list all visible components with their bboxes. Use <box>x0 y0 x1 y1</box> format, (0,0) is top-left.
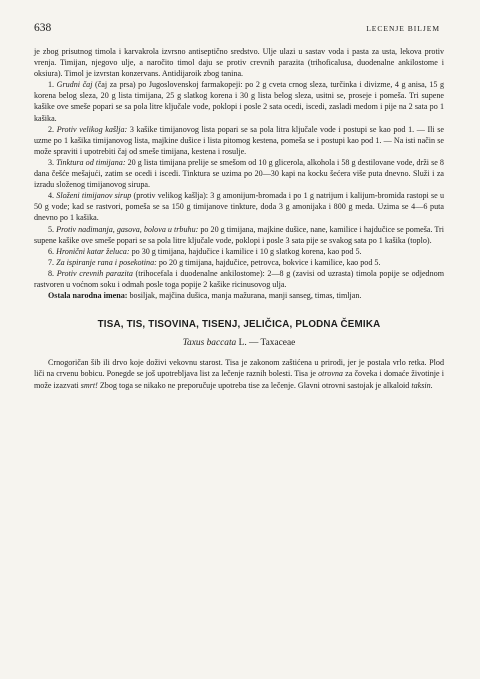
recipe-body: po 20 g timijana, hajdučice, petrovca, bokvice i kamilice, kao pod 5. <box>156 257 381 267</box>
recipe-number: 6. <box>48 246 55 256</box>
recipe-title: Grudni čaj <box>56 80 93 90</box>
running-head: LECENJE BILJEM <box>366 24 440 33</box>
recipe-number: 3. <box>48 157 55 167</box>
section-text-part: za čoveka i domaće životinje i može izazvati <box>34 369 444 390</box>
recipe-number: 7. <box>48 257 55 267</box>
section-title: TISA, TIS, TISOVINA, TISENJ, JELIČICA, PLODNA ČEMIKA <box>97 319 381 331</box>
recipe-title: Tinktura od timijana: <box>56 157 126 167</box>
recipe-item <box>34 190 444 223</box>
section-text-part: Crnogoričan šib ili drvo koje doživi vekovnu starost. Tisa je zakonom zaštićena u prirodi, jer je postala vrlo retka. Plod liči na crvenu bobicu. Ponegde se još upotrebljava list za lečenje raznih bolesti. Tisa je <box>34 358 444 379</box>
recipe-body: 3 kašike timijanovog lista popari se sa pola litra ključale vode i postupi se kao pod 1. — Ili se uzme po 1 kašika timijanovog lista, majkine dušice i lista pitomog kestena, pomeša se i postupi kao pod 1. — Na isti način se može spraviti i upotrebiti čaj od smeše timijana, kestena i rosulje. <box>34 124 445 156</box>
other-names-text: bosiljak, majčina dušica, manja mažurana, manji sanseg, timas, timljan. <box>127 291 362 301</box>
page-number: 638 <box>34 22 52 34</box>
recipe-body: po 20 g timijana, majkine dušice, nane, kamilice i hajdučice se pomeša. Tri supene kašike ove smeše popari se sa pola litre ključale vode, poklopi i posle 3 sata pije se svakog sata po 1 kašika (toplo). <box>34 224 444 245</box>
recipe-number: 5. <box>48 224 55 234</box>
recipe-body: 20 g lista timijana prelije se smešom od 10 g glicerola, alkohola i 58 g destilovane vode, drži se 8 dana češće mešajući, zatim se ocedi i iscedi. Tinktura se uzima po 20—30 kapi na kocku šećera više puta dnevno. Služi i za izradu složenog timijanovog sirupa. <box>34 157 444 190</box>
recipe-item <box>34 157 444 190</box>
intro-paragraph: je zbog prisutnog timola i karvakrola izvrsno antiseptično sredstvo. Ulje ulazi u sastav voda i pasta za usta, lekova protiv vrenja. Timijan, njegovo ulje, a naročito timol daju se protiv crevnih parazita (trihoficalusa, duodenalne ankilostome i oksiura). Timol je izvrstan konzervans. Antidijaroik zbog tanina. <box>34 47 444 79</box>
recipe-title: Protiv crevnih parazita <box>56 268 133 278</box>
latin-name: Taxus baccata <box>182 338 237 349</box>
page-header <box>34 22 440 36</box>
recipe-body: po 30 g timijana, hajdučice i kamilice i 10 g slatkog korena, kao pod 5. <box>129 246 362 256</box>
latin-name-line <box>34 338 444 349</box>
recipe-body: (čaj za prsa) po Jugoslovenskoj farmakopeji: po 2 g cveta crnog sleza, turčinka i divizme, 4 g anisa, 15 g korena belog sleza, 20 g lista timijana, 25 g slatkog korena i 30 g lista belog sleza, usitni se, proseje i pomeša. Tri supene kašike ove smeše popari se sa pola litre ključale vode, poklopi i posle 2 sata ocedi, iscedi, zasladi medom i pije na 2 sata po 1 kašika. <box>34 80 444 123</box>
recipe-item <box>34 79 444 123</box>
recipe-number: 2. <box>48 124 55 134</box>
other-names-label: Ostala narodna imena: <box>48 291 128 301</box>
section-paragraph <box>34 357 444 390</box>
recipe-item <box>34 268 444 290</box>
recipe-number: 4. <box>48 191 55 201</box>
recipe-item <box>34 257 444 268</box>
recipe-title: Protiv velikog kašlja: <box>56 124 128 134</box>
recipe-number: 8. <box>48 268 55 278</box>
other-names-paragraph <box>34 290 444 301</box>
page-body <box>34 46 444 391</box>
recipe-title: Složeni timijanov sirup <box>56 191 132 201</box>
recipe-body: (trihocefala i duodenalne ankilostome): 2—8 g (zavisi od uzrasta) timola popije se odjednom rastvoren u voćnom soku i odmah posle toga popije 2 kašike ricinusovog ulja. <box>34 268 444 289</box>
recipe-item <box>34 224 444 246</box>
recipe-item <box>34 246 444 257</box>
section-emphasis: otrovna <box>318 369 343 379</box>
recipe-number: 1. <box>48 80 55 90</box>
section-text-part: Zbog toga se nikako ne preporučuje upotreba tise za lečenje. Glavni otrovni sastojak je alkaloid <box>97 380 412 390</box>
recipe-title: Hronični katar želuca: <box>56 246 130 256</box>
author-family: L. — Taxaceae <box>236 338 296 349</box>
recipe-title: Za ispiranje rana i posekotina: <box>56 257 157 267</box>
recipe-item <box>34 124 444 157</box>
recipe-body: (protiv velikog kašlja): 3 g amonijum-bromada i po 1 g natrijum i kalijum-bromida rastopi se u 50 g vode; kad se rastvori, pomeša se sa 150 g timijanove tinkture, doda 3 g amonijaka i 800 g meda. Uzima se 4—6 puta dnevno po 1 kašika. <box>34 191 444 223</box>
section-emphasis: taksin. <box>411 380 433 390</box>
recipe-title: Protiv nadimanja, gasova, bolova u trbuhu: <box>56 224 199 234</box>
section-emphasis: smrt! <box>80 380 98 390</box>
